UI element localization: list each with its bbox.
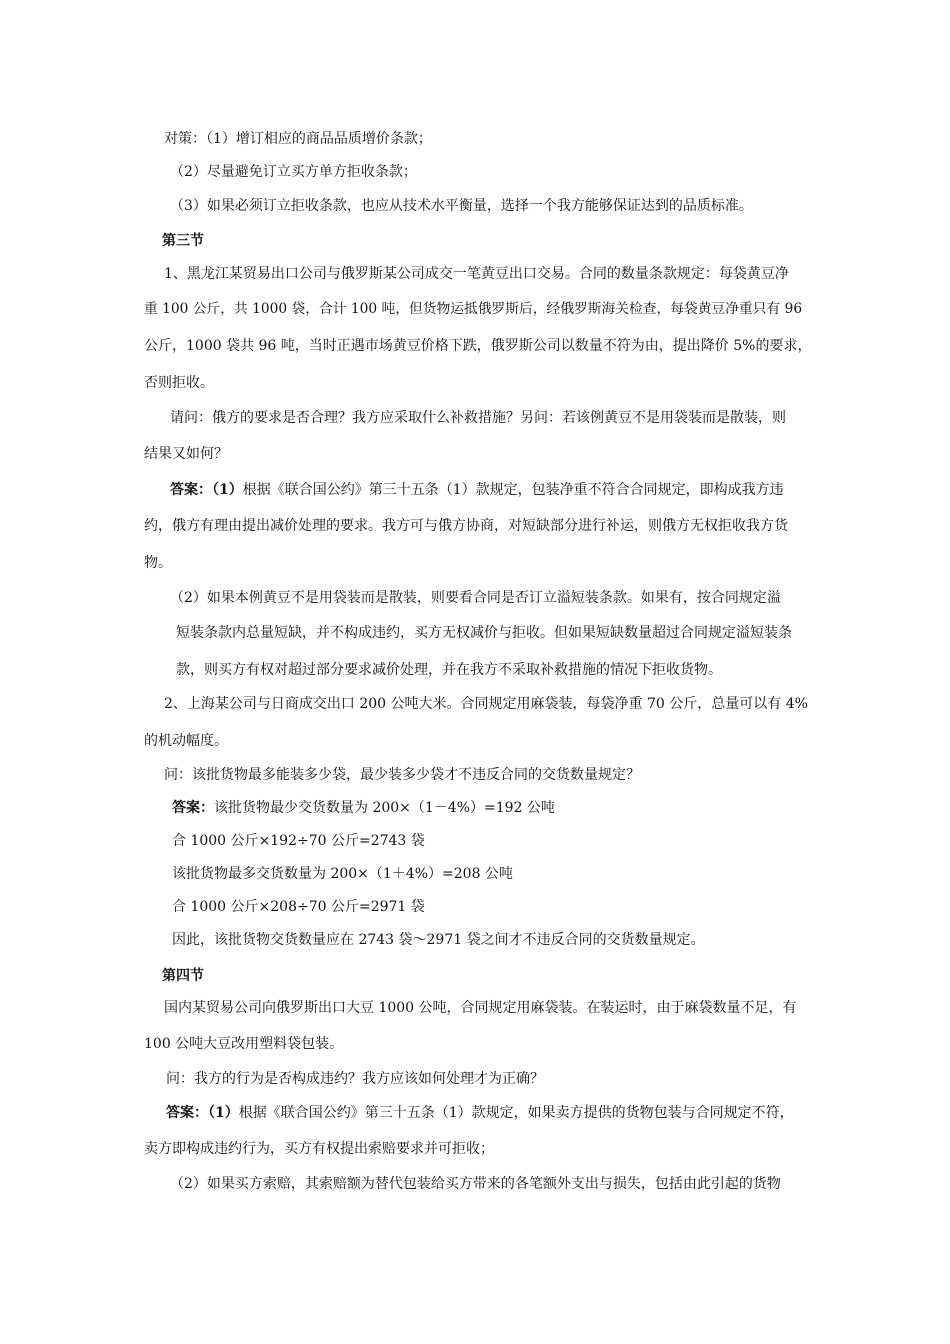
text-line: 款，则买方有权对超过部分要求减价处理，并在我方不采取补救措施的情况下拒收货物。	[176, 662, 722, 678]
text-line: 答案：（1）根据《联合国公约》第三十五条（1）款规定，如果卖方提供的货物包装与合同规定不符，	[166, 1105, 794, 1121]
text-line: 该批货物最多交货数量为 200×（1＋4%）=208 公吨	[172, 866, 513, 882]
text-line: （3）如果必须订立拒收条款，也应从技术水平衡量，选择一个我方能够保证达到的品质标准。	[170, 198, 753, 214]
text-line: 重 100 公斤，共 1000 袋，合计 100 吨，但货物运抵俄罗斯后，经俄罗斯海关检查，每袋黄豆净重只有 96	[144, 301, 803, 317]
text-line: 短装条款内总量短缺，并不构成违约，买方无权减价与拒收。但如果短缺数量超过合同规定溢短装条	[176, 625, 792, 641]
text-line: 1、黑龙江某贸易出口公司与俄罗斯某公司成交一笔黄豆出口交易。合同的数量条款规定：每袋黄豆净	[164, 266, 789, 282]
text-line: （2）如果买方索赔，其索赔额为替代包装给买方带来的各笔额外支出与损失，包括由此引起的货物	[170, 1176, 781, 1192]
text-line: 合 1000 公斤×208÷70 公斤=2971 袋	[172, 899, 425, 915]
text-line: 对策：（1）增订相应的商品品质增价条款；	[164, 131, 432, 147]
text-line: 答案：该批货物最少交货数量为 200×（1－4%）=192 公吨	[172, 800, 555, 816]
answer-label: 答案：	[172, 800, 214, 816]
text-line: 约，俄方有理由提出减价处理的要求。我方可与俄方协商，对短缺部分进行补运，则俄方无权拒收我方货	[144, 518, 788, 534]
text-line: 答案：（1）根据《联合国公约》第三十五条（1）款规定，包装净重不符合合同规定，即构成我方违	[170, 482, 784, 498]
text-line: 公斤，1000 袋共 96 吨，当时正遇市场黄豆价格下跌，俄罗斯公司以数量不符为由，提出降价 5%的要求，	[144, 338, 812, 354]
text-line: 2、上海某公司与日商成交出口 200 公吨大米。合同规定用麻袋装，每袋净重 70 公斤，总量可以有 4%	[164, 696, 808, 712]
text-line: 否则拒收。	[144, 375, 214, 391]
text-line: 请问：俄方的要求是否合理？我方应采取什么补救措施？另问：若该例黄豆不是用袋装而是散装，则	[170, 410, 786, 426]
text-line: （2）如果本例黄豆不是用袋装而是散装，则要看合同是否订立溢短装条款。如果有，按合同规定溢	[170, 590, 781, 606]
answer-label: 答案：（1）	[166, 1105, 239, 1121]
text-line: 问：我方的行为是否构成违约？我方应该如何处理才为正确？	[166, 1071, 544, 1087]
text-line: （2）尽量避免订立买方单方拒收条款；	[170, 164, 417, 180]
text-line: 问：该批货物最多能装多少袋，最少装多少袋才不违反合同的交货数量规定？	[164, 767, 640, 783]
text-line: 因此，该批货物交货数量应在 2743 袋～2971 袋之间才不违反合同的交货数量规定。	[172, 932, 705, 948]
answer-label: 答案：（1）	[170, 482, 243, 498]
text-line: 国内某贸易公司向俄罗斯出口大豆 1000 公吨，合同规定用麻袋装。在装运时，由于麻袋数量不足，有	[164, 1000, 797, 1016]
text-line: 100 公吨大豆改用塑料袋包装。	[144, 1036, 344, 1052]
text-line: 物。	[144, 555, 172, 571]
text-line: 卖方即构成违约行为，买方有权提出索赔要求并可拒收；	[144, 1141, 494, 1157]
section-heading: 第四节	[162, 968, 204, 984]
section-heading: 第三节	[162, 233, 204, 249]
text-line: 合 1000 公斤×192÷70 公斤=2743 袋	[172, 833, 425, 849]
text-line: 结果又如何？	[144, 446, 228, 462]
text-line: 的机动幅度。	[144, 733, 228, 749]
